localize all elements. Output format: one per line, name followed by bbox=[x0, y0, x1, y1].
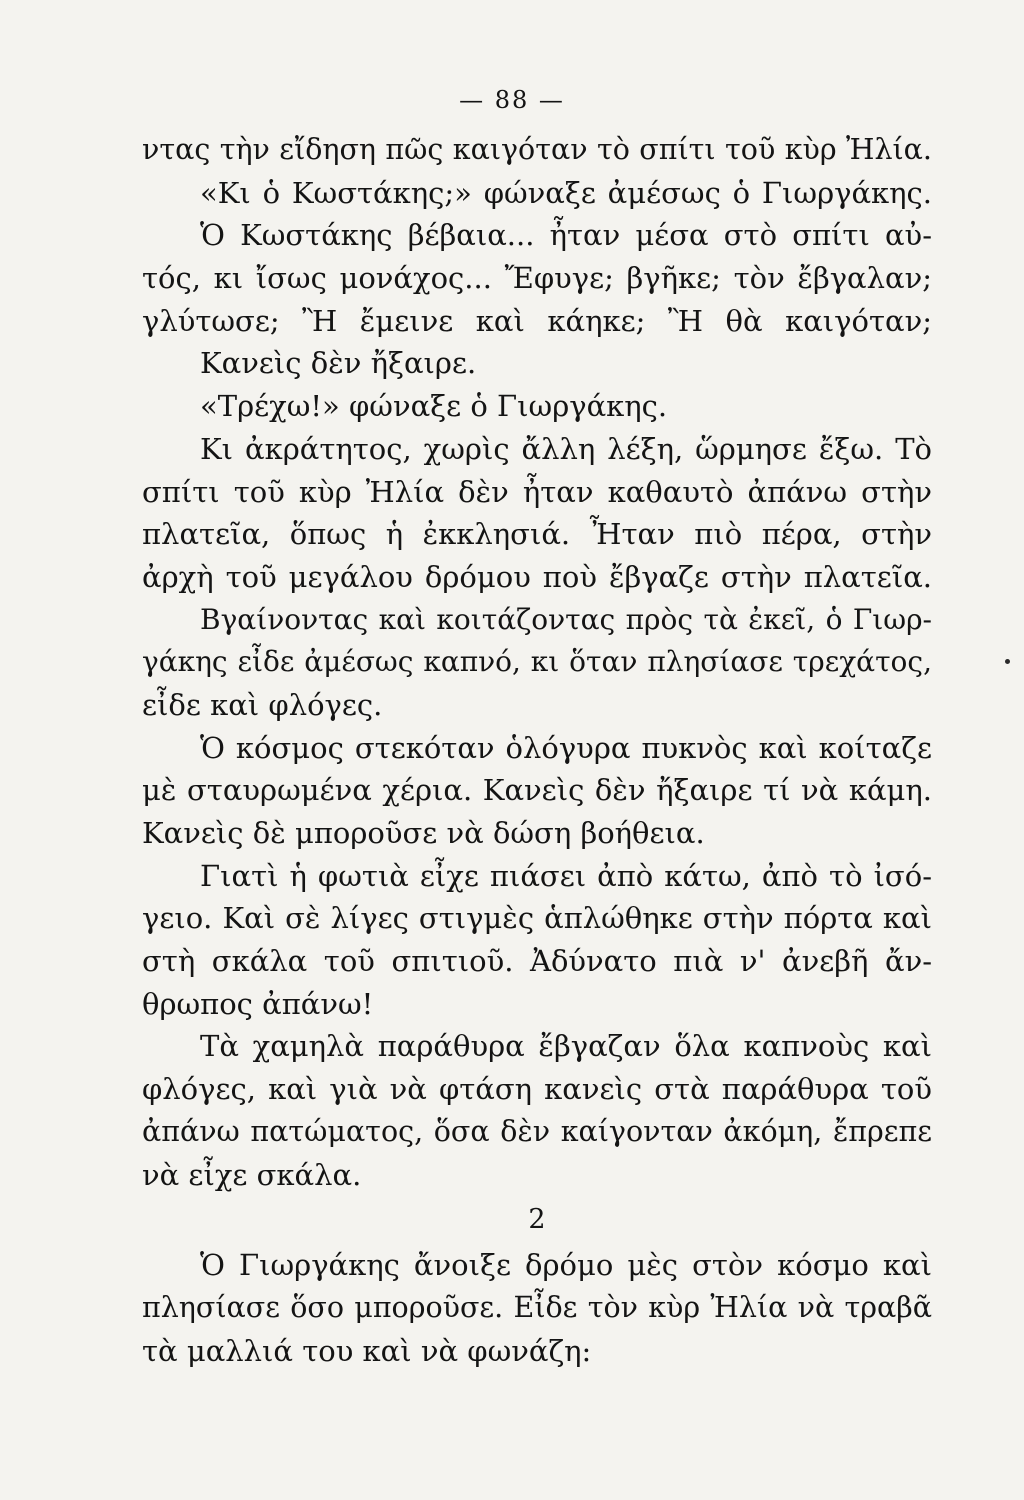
text-line: ντας τὴν εἴδηση πῶς καιγόταν τὸ σπίτι τοῦ κὺρ Ἠλία. bbox=[142, 133, 932, 166]
text-line: «Τρέχω!» φώναξε ὁ Γιωργάκης. bbox=[200, 389, 668, 424]
text-line: τὰ μαλλιά του καὶ νὰ φωνάζη: bbox=[142, 1333, 592, 1368]
text-line: Ὁ κόσμος στεκόταν ὁλόγυρα πυκνὸς καὶ κοίταζε bbox=[200, 730, 932, 765]
text-line: νὰ εἶχε σκάλα. bbox=[142, 1157, 362, 1192]
text-line: γλύτωσε; Ἢ ἔμεινε καὶ κάηκε; Ἢ θὰ καιγόταν; bbox=[142, 303, 932, 338]
text-line: ἀρχὴ τοῦ μεγάλου δρόμου ποὺ ἔβγαζε στὴν πλατεῖα. bbox=[142, 559, 932, 594]
text-line: Κανεὶς δὲν ἤξαιρε. bbox=[200, 346, 477, 381]
text-line: στὴ σκάλα τοῦ σπιτιοῦ. Ἀδύνατο πιὰ ν' ἀνεβῆ ἄν- bbox=[142, 944, 932, 979]
text-line: Τὰ χαμηλὰ παράθυρα ἔβγαζαν ὅλα καπνοὺς καὶ bbox=[200, 1029, 932, 1064]
text-line: πλατεῖα, ὅπως ἡ ἐκκλησιά. Ἦταν πιὸ πέρα, στὴν bbox=[142, 517, 932, 552]
text-line: εἶδε καὶ φλόγες. bbox=[142, 687, 383, 722]
print-speck bbox=[1005, 659, 1010, 664]
text-line: «Κι ὁ Κωστάκης;» φώναξε ἀμέσως ὁ Γιωργάκης. bbox=[200, 175, 932, 210]
text-line: Ὁ Γιωργάκης ἄνοιξε δρόμο μὲς στὸν κόσμο καὶ bbox=[200, 1248, 932, 1283]
text-line: γάκης εἶδε ἀμέσως καπνό, κι ὅταν πλησίασε τρεχάτος, bbox=[142, 645, 932, 679]
text-line: τός, κι ἴσως μονάχος... Ἔφυγε; βγῆκε; τὸν ἔβγαλαν; bbox=[142, 261, 932, 296]
page-text bbox=[142, 129, 932, 1372]
section-number: 2 bbox=[528, 1204, 546, 1236]
text-line: Κι ἀκράτητος, χωρὶς ἄλλη λέξη, ὥρμησε ἔξω. Τὸ bbox=[200, 431, 932, 466]
text-line: πλησίασε ὅσο μποροῦσε. Εἶδε τὸν κὺρ Ἠλία νὰ τραβᾶ bbox=[142, 1290, 932, 1324]
text-line: θρωπος ἀπάνω! bbox=[142, 986, 374, 1021]
page-number: — 88 — bbox=[459, 86, 565, 114]
text-line: ἀπάνω πατώματος, ὅσα δὲν καίγονταν ἀκόμη, ἔπρεπε bbox=[142, 1114, 932, 1148]
text-line: σπίτι τοῦ κὺρ Ἠλία δὲν ἦταν καθαυτὸ ἀπάνω στὴν bbox=[142, 474, 932, 509]
text-line: φλόγες, καὶ γιὰ νὰ φτάση κανεὶς στὰ παράθυρα τοῦ bbox=[142, 1072, 932, 1107]
text-line: γειο. Καὶ σὲ λίγες στιγμὲς ἁπλώθηκε στὴν πόρτα καὶ bbox=[142, 901, 932, 936]
text-line: Ὁ Κωστάκης βέβαια... ἦταν μέσα στὸ σπίτι αὐ- bbox=[200, 218, 932, 253]
text-line: μὲ σταυρωμένα χέρια. Κανεὶς δὲν ἤξαιρε τί νὰ κάμη. bbox=[142, 773, 932, 808]
text-line: Κανεὶς δὲ μποροῦσε νὰ δώση βοήθεια. bbox=[142, 816, 705, 850]
text-line: Βγαίνοντας καὶ κοιτάζοντας πρὸς τὰ ἐκεῖ, ὁ Γιωρ- bbox=[200, 602, 932, 636]
text-line: Γιατὶ ἡ φωτιὰ εἶχε πιάσει ἀπὸ κάτω, ἀπὸ τὸ ἰσό- bbox=[200, 858, 932, 893]
